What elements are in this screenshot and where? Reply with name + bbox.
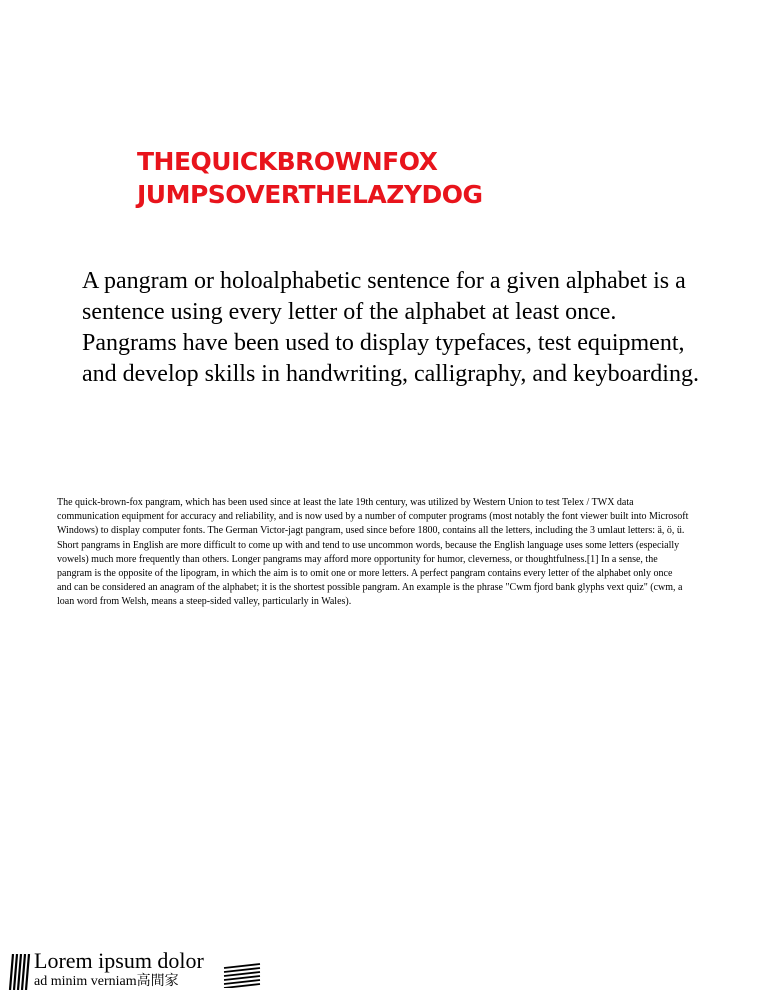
footer-title: Lorem ipsum dolor	[34, 948, 204, 973]
banner-line-2: JUMPSOVERTHELAZYDOG	[137, 180, 483, 209]
body-paragraph-1: The quick-brown-fox pangram, which has been used since at least the late 19th century, was utilized by Western Union to test Telex / TWX data communication equipment for accuracy and reliability, and is now used by a number of computer programs (most notably the font viewer built into Microsoft Windows) to display computer fonts. The German Victor-jagt pangram, used since before 1800, contains all the letters, including the 3 umlaut letters: ä, ö, ü.	[57, 497, 689, 537]
footer-logo-block	[6, 950, 266, 990]
stacked-lines-logo-icon	[222, 962, 262, 988]
body-text	[57, 496, 689, 610]
footer-subtitle: ad minim verniam高間家	[34, 974, 179, 989]
slanted-bars-logo-icon	[6, 954, 32, 990]
banner-line-1: THEQUICKBROWNFOX	[137, 147, 438, 176]
lead-paragraph: A pangram or holoalphabetic sentence for a given alphabet is a sentence using every letter of the alphabet at least once. Pangrams have been used to display typefaces, test equipment, and develop skills in handwriting, calligraphy, and keyboarding.	[82, 268, 699, 387]
body-paragraph-2: Short pangrams in English are more difficult to come up with and tend to use uncommon words, because the English language uses some letters (especially vowels) much more frequently than others. Longer pangrams may afford more opportunity for humor, cleverness, or thoughtfulness.[1] In a sense, the pangram is the opposite of the lipogram, in which the aim is to omit one or more letters. A perfect pangram contains every letter of the alphabet only once and can be considered an anagram of the alphabet; it is the shortest possible pangram. An example is the phrase "Cwm fjord bank glyphs vext quiz" (cwm, a loan word from Welsh, means a steep-sided valley, particularly in Wales).	[57, 539, 683, 608]
pangram-banner	[137, 145, 657, 211]
